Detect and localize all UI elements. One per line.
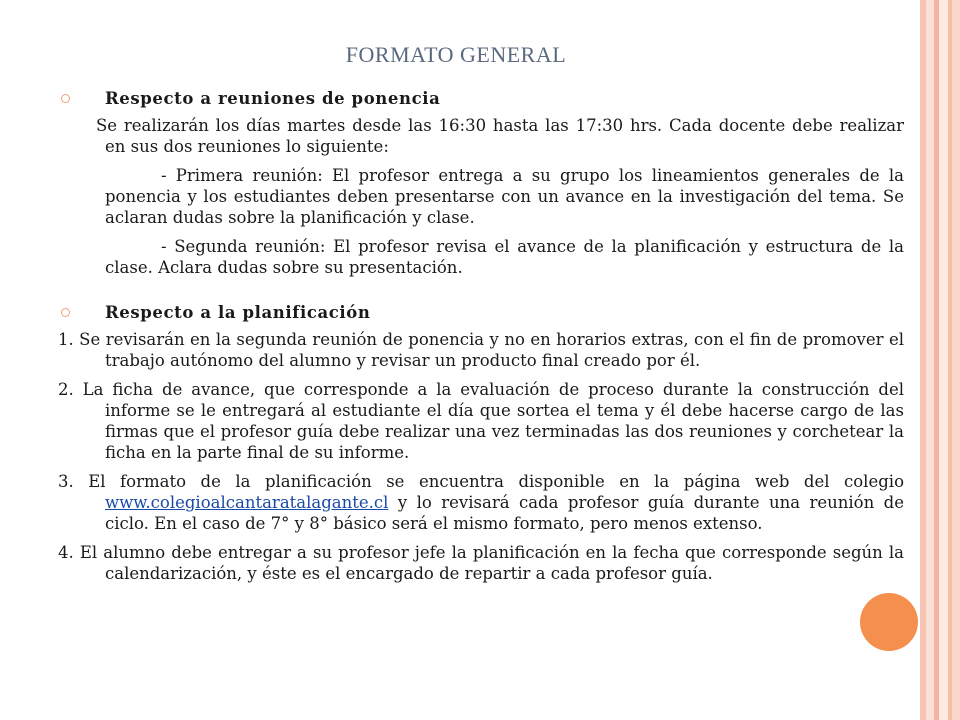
section-heading-planificacion: Respecto a la planificación	[58, 302, 904, 323]
slide-body	[58, 88, 904, 584]
section-heading-reuniones: Respecto a reuniones de ponencia	[58, 88, 904, 109]
list-item: - Segunda reunión: El profesor revisa el avance de la planificación y estructura de la clase. Aclara dudas sobre su presentación.	[105, 237, 904, 277]
decorative-circle	[860, 593, 918, 651]
bullet-ring-icon	[61, 94, 70, 103]
list-item: 1. Se revisarán en la segunda reunión de ponencia y no en horarios extras, con el fin de promover el trabajo autónomo del alumno y revisar un producto final creado por él.	[58, 330, 904, 370]
list-item: 3. El formato de la planificación se encuentra disponible en la página web del colegio www.colegioalcantaratalagante.cl y lo revisará cada profesor guía durante una reunión de ciclo. En el caso de 7° y 8° básico será el mismo formato, pero menos extenso.	[58, 472, 904, 533]
border-stripe	[939, 0, 948, 720]
list-item: 2. La ficha de avance, que corresponde a la evaluación de proceso durante la construcción del informe se le entregará al estudiante el día que sortea el tema y él debe hacerse cargo de las firmas que el profesor guía debe realizar una vez terminadas las dos reuniones y corchetear la ficha en la parte final de su informe.	[58, 380, 904, 462]
list-item: 4. El alumno debe entregar a su profesor jefe la planificación en la fecha que corresponde según la calendarización, y éste es el encargado de repartir a cada profesor guía.	[58, 543, 904, 583]
intro-text: Se realizarán los días martes desde las 16:30 hasta las 17:30 hrs. Cada docente debe realizar en sus dos reuniones lo siguiente:	[96, 116, 904, 156]
border-stripe	[952, 0, 960, 720]
bullet-ring-icon	[61, 308, 70, 317]
list-item: - Primera reunión: El profesor entrega a su grupo los lineamientos generales de la ponencia y los estudiantes deben presentarse con un avance en la investigación del tema. Se aclaran dudas sobre la planificación y clase.	[105, 166, 904, 227]
border-stripe	[926, 0, 934, 720]
website-link[interactable]: www.colegioalcantaratalagante.cl	[105, 493, 389, 512]
paragraph-intro	[58, 115, 904, 157]
page-title: FORMATO GENERAL	[345, 42, 567, 67]
